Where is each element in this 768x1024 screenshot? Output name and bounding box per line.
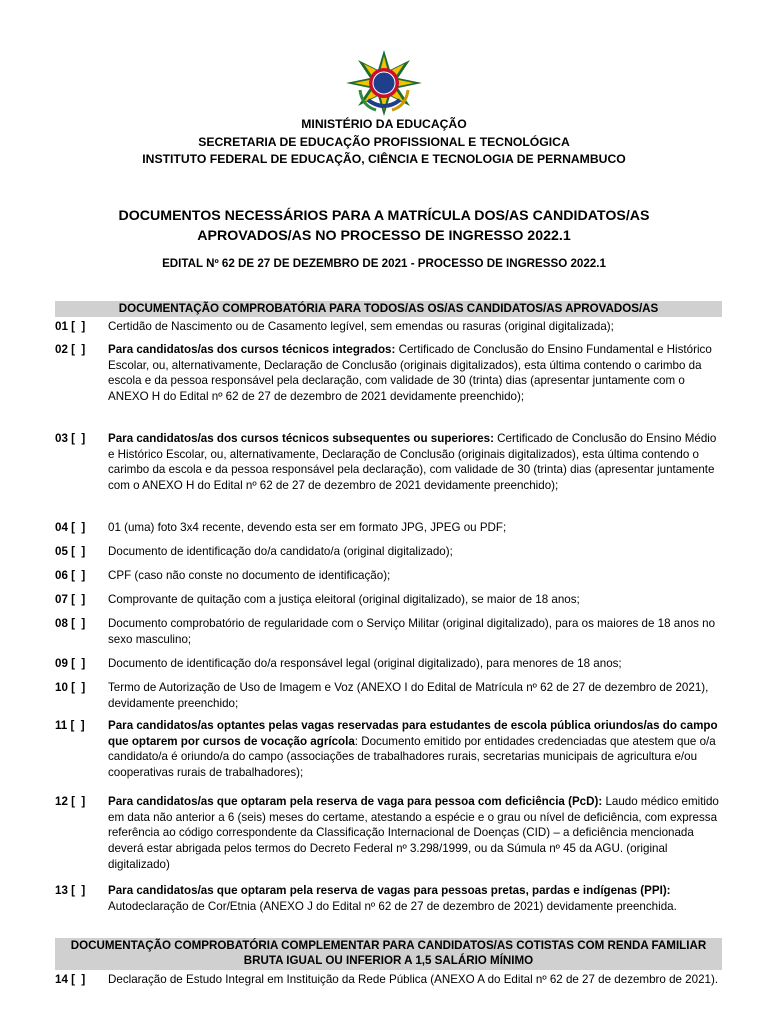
checkbox-item-04[interactable]: 04 [ ] [55,521,86,534]
checkbox-item-03[interactable]: 03 [ ] [55,432,86,445]
section-header-line-1: DOCUMENTAÇÃO COMPROBATÓRIA COMPLEMENTAR PARA CANDIDATOS/AS COTISTAS COM RENDA FAMILIAR [70,939,707,952]
document-title [0,206,768,246]
list-item: 05 [ ] Documento de identificação do/a candidato/a (original digitalizado); [55,545,453,558]
institute-name: INSTITUTO FEDERAL DE EDUCAÇÃO, CIÊNCIA E TECNOLOGIA DE PERNAMBUCO [142,152,626,166]
list-item: 12 [ ] Para candidatos/as que optaram pela reserva de vaga para pessoa com deficiência (PcD): Laudo médico emitido em data não anterior a 6 (seis) meses do certame, atestando a espécie e o grau ou nível de deficiência, com expressa referência ao código correspondente da Classificação Internacional de Doenças (CID) – a deficiência mencionada deverá estar abrigada pelos termos do Decreto Federal nº 3.298/1999, ou da Súmula nº 45 da AGU. (original digitalizado) [55,795,719,871]
checkbox-item-05[interactable]: 05 [ ] [55,545,86,558]
list-item: 14 [ ] Declaração de Estudo Integral em Instituição da Rede Pública (ANEXO A do Edital nº 62 de 27 de dezembro de 2021). [55,973,719,986]
checkbox-item-07[interactable]: 07 [ ] [55,593,86,606]
checkbox-item-01[interactable]: 01 [ ] [55,320,86,333]
list-item: 13 [ ] Para candidatos/as que optaram pela reserva de vagas para pessoas pretas, pardas e indígenas (PPI): Autodeclaração de Cor/Etnia (ANEXO J do Edital nº 62 de 27 de dezembro de 2021) devidamente preenchida. [55,884,677,913]
checkbox-item-09[interactable]: 09 [ ] [55,657,86,670]
list-item: 06 [ ] CPF (caso não conste no documento de identificação); [55,569,391,582]
secretariat-name: SECRETARIA DE EDUCAÇÃO PROFISSIONAL E TECNOLÓGICA [198,135,570,149]
list-item: 07 [ ] Comprovante de quitação com a justiça eleitoral (original digitalizado), se maior de 18 anos; [55,593,580,606]
document-title-line-1: DOCUMENTOS NECESSÁRIOS PARA A MATRÍCULA DOS/AS CANDIDATOS/AS [118,208,650,224]
section-header-line-2: BRUTA IGUAL OU INFERIOR A 1,5 SALÁRIO MÍNIMO [243,954,534,967]
checkbox-item-11[interactable]: 11 [ ] [55,719,85,732]
checkbox-item-10[interactable]: 10 [ ] [55,681,86,694]
section-header-low-income-quota [55,938,722,970]
list-item: 02 [ ] Para candidatos/as dos cursos técnicos integrados: Certificado de Conclusão do Ensino Fundamental e Histórico Escolar, ou, alternativamente, Declaração de Conclusão (originais digitalizados), esta última contendo o carimbo da escola e da pessoa responsável pela declaração, com validade de 30 (trinta) dias (apresentar juntamente com o ANEXO H do Edital nº 62 de 27 de dezembro de 2021 devidamente preenchido); [55,343,712,404]
checkbox-item-12[interactable]: 12 [ ] [55,795,86,808]
checkbox-item-06[interactable]: 06 [ ] [55,569,86,582]
list-item: 11 [ ] Para candidatos/as optantes pelas vagas reservadas para estudantes de escola pública oriundos/as do campo que optarem por cursos de vocação agrícola: Documento emitido por entidades credenciadas que atestem que o/a candidato/a é oriundo/a do campo (associações de trabalhadores rurais, secretarias municipais de agricultura e/ou cooperativas rurais de trabalhadores); [55,719,718,780]
list-item: 08 [ ] Documento comprobatório de regularidade com o Serviço Militar (original digitalizado), para os maiores de 18 anos no sexo masculino; [55,617,716,646]
list-item: 01 [ ] Certidão de Nascimento ou de Casamento legível, sem emendas ou rasuras (original digitalizada); [55,320,614,333]
checkbox-item-13[interactable]: 13 [ ] [55,884,86,897]
list-item: 09 [ ] Documento de identificação do/a responsável legal (original digitalizado), para menores de 18 anos; [55,657,622,670]
edital-reference: EDITAL Nº 62 DE 27 DE DEZEMBRO DE 2021 - PROCESSO DE INGRESSO 2022.1 [162,257,606,270]
ministry-name: MINISTÉRIO DA EDUCAÇÃO [301,117,467,131]
list-item: 10 [ ] Termo de Autorização de Uso de Imagem e Voz (ANEXO I do Edital de Matrícula nº 62 de 27 de dezembro de 2021), devidamente preenchido; [55,681,709,710]
checkbox-item-02[interactable]: 02 [ ] [55,343,86,356]
checkbox-item-08[interactable]: 08 [ ] [55,617,86,630]
section-header-all-candidates: DOCUMENTAÇÃO COMPROBATÓRIA PARA TODOS/AS OS/AS CANDIDATOS/AS APROVADOS/AS [55,301,722,317]
document-title-line-2: APROVADOS/AS NO PROCESSO DE INGRESSO 2022.1 [197,228,571,244]
coat-of-arms-emblem [346,50,422,116]
list-item: 04 [ ] 01 (uma) foto 3x4 recente, devendo esta ser em formato JPG, JPEG ou PDF; [55,521,507,534]
checkbox-item-14[interactable]: 14 [ ] [55,973,86,986]
list-item: 03 [ ] Para candidatos/as dos cursos técnicos subsequentes ou superiores: Certificado de Conclusão do Ensino Médio e Histórico Escolar, ou, alternativamente, Declaração de Conclusão (originais digitalizados), esta última contendo o carimbo da escola e da pessoa responsável pela declaração), com validade de 30 (trinta) dias (apresentar juntamente com o ANEXO H do Edital nº 62 de 27 de dezembro de 2021 devidamente preenchido); [55,432,717,493]
